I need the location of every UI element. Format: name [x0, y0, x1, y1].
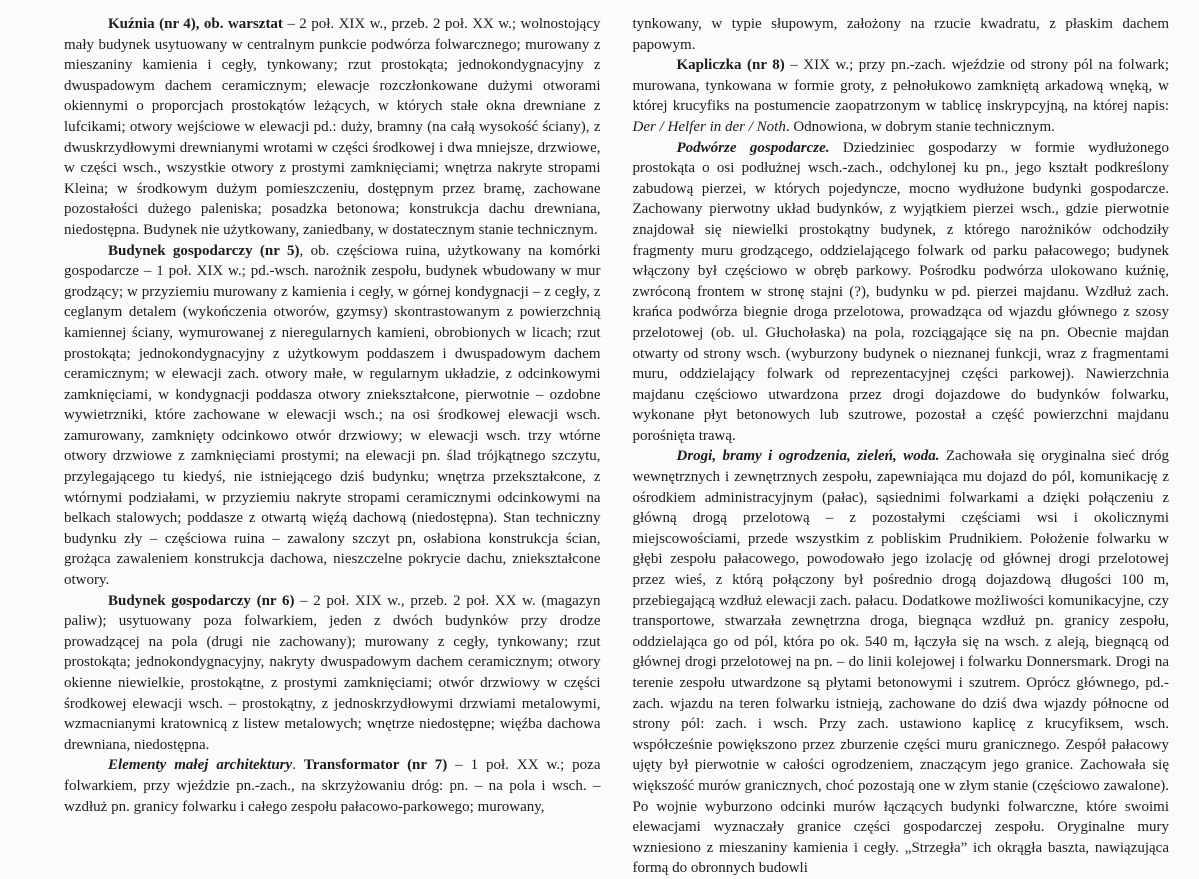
- heading-budynek-5: Budynek gospodarczy (nr 5): [108, 242, 300, 259]
- inscription-text: Der / Helfer in der / Noth: [632, 118, 786, 135]
- paragraph-budynek-6: [64, 591, 601, 756]
- heading-transformator: Transformator (nr 7): [303, 757, 448, 774]
- right-column: [632, 14, 1170, 877]
- left-column: [64, 14, 601, 848]
- paragraph-kuznia: [64, 14, 601, 241]
- heading-kuznia: Kuźnia (nr 4), ob. warsztat: [108, 16, 283, 32]
- paragraph-mala-architektura: Elementy małej architektury. Transformator (nr 7) – 1 poł. XX w.; poza folwarkiem, przy wjeździe pn.-zach., na skrzyżowaniu dróg: pn. – na pola i wsch. – wzdłuż pn. granicy folwarku i całego zespołu pałacowo-parkowego; murowany,: [64, 757, 601, 815]
- text-transformator: – 1 poł. XX w.; poza folwarkiem, przy wjeździe pn.-zach., na skrzyżowaniu dróg: pn. – na pola i wsch. – wzdłuż pn. granicy folwarku i całego zespołu pałacowo-parkowego; murowany,: [64, 757, 601, 815]
- text-budynek-5: , ob. częściowa ruina, użytkowany na komórki gospodarcze – 1 poł. XIX w.; pd.-wsch. narożnik zespołu, budynek wbudowany w mur grodzący; w przyziemiu murowany z kamienia i cegły, w górnej kondygnacji – z cegły, z ceglanym detalem (wykończenia otworów, gzymsy) skontrastowanym z powierzchnią kamiennej ściany, wymurowanej z nieregularnych kamieni, obrobionych w licach; rzut prostokąta; jednokondygnacyjny z użytkowym poddaszem i dwuspadowym dachem ceramicznym; w elewacji zach. otwory małe, w regularnym układzie, z odcinkowymi zamknięciami, w kondygnacji poddasza otwory zniekształcone, pierwotnie – ozdobne wywietrzniki, które zachowane w elewacji wsch.; na osi środkowej elewacji wsch. zamurowany, zamknięty odcinkowo otwór drzwiowy; w elewacji wsch. trzy wtórne otwory drzwiowe z zamknięciami prostymi; na elewacji pn. ślad trójkątnego szczytu, przylegającego tu kiedyś, nie istniejącego dziś budynku; wnętrza przekształcone, z wtórnymi podziałami, w przyziemiu nakryte stropami ceramicznymi odcinkowymi na belkach stalowych; poddasze z otwartą więźą dachową (niedostępna). Stan techniczny budynku zły – częściowa ruina – zawalony szczyt pn, osłabiona konstrukcja ścian, grożąca zawaleniem konstrukcja dachowa, nieszczelne pokrycie dachu, zniekształcone otwory.: [64, 242, 601, 589]
- heading-podworze: Podwórze gospodarcze.: [676, 139, 830, 156]
- heading-budynek-6: Budynek gospodarczy (nr 6): [108, 592, 295, 609]
- text-kapliczka-end: . Odnowiona, w dobrym stanie technicznym.: [785, 118, 1055, 135]
- heading-kapliczka: Kapliczka (nr 8): [676, 57, 785, 74]
- text-podworze: Dziedziniec gospodarzy w formie wydłużonego prostokąta o osi podłużnej wsch.-zach., odchylonej ku pn., jego kształt podkreślony zabudową pierzei, w których pojedyncze, mocno wydłużone budynki gospodarcze. Zachowany pierwotny układ budynków, z wyjątkiem pierzei wsch., gdzie pierwotnie znajdował się niewielki prostokątny budynek, z którego narożników odchodziły fragmenty muru grodzącego, oddzielającego folwark od parku pałacowego; budynek włączony był częściowo w obręb parkowy. Pośrodku podwórza ulokowano kuźnię, zwróconą frontem w stronę stajni (?), budynku w pd. pierzei majdanu. Wzdłuż zach. krańca podwórza biegnie droga przelotowa, prowadząca od wjazdu głównego z szosy przelotowej (ob. ul. Głuchołaska) na pola, rozciągające się na pn. Obecnie majdan otwarty od strony wsch. (wyburzony budynek o nieznanej funkcji, wraz z fragmentami muru, oddzielający folwark od reprezentacyjnej części parkowej). Nawierzchnia majdanu częściowo utwardzona przez drogi dojazdowe do budynków folwarku, wykonane płyt betonowych lub szutrowe, pozostał a część powierzchni majdanu porośnięta trawą.: [632, 139, 1169, 444]
- text-budynek-6: – 2 poł. XIX w., przeb. 2 poł. XX w. (magazyn paliw); usytuowany poza folwarkiem, jeden z dwóch budynków przy drodze prowadzącej na pola (drugi nie zachowany); murowany z cegły, tynkowany; rzut prostokąta; jednokondygnacyjny, nakryty dwuspadowym dachem ceramicznym; otwory okienne niewielkie, prostokątne, z prostymi zamknięciami; otwór drzwiowy w części środkowej elewacji wsch. – prostokątny, z jednoskrzydłowymi drzwiami metalowymi, wzmacnianymi kratownicą z listew metalowych; wnętrze niedostępne; więźba dachowa drewniana, niedostępna.: [64, 592, 601, 753]
- paragraph-drogi: [633, 446, 1170, 878]
- paragraph-transformator-cont: [633, 14, 1170, 55]
- text-kapliczka: – XIX w.; przy pn.-zach. wjeździe od strony pól na folwark; murowana, tynkowana w formie groty, z pełnołukowo zamkniętą arkadową wnęką, w której krucyfiks na postumencie zaopatrzonym w tablicę inskrypcyjną, na której napis:: [632, 57, 1169, 115]
- text-transformator-cont: tynkowany, w typie słupowym, założony na rzucie kwadratu, z płaskim dachem papowym.: [632, 16, 1169, 53]
- text-drogi: Zachowała się oryginalna sieć dróg wewnętrznych i zewnętrznych zespołu, zapewniająca mu dojazd do pól, komunikację z ośrodkiem administracyjnym (pałac), sąsiednimi folwarkami a dzięki połączeniu z główną drogą przelotową – z pozostałymi częściami wsi i okolicznymi miejscowościami, przede wszystkim z pobliskim Prudnikiem. Położenie folwarku w głębi zespołu pałacowego, powodowało jego izolację od głównej drogi przelotowej przez wieś, z którą połączony był pośrednio drogą dojazdową długości 100 m, przebiegającą wzdłuż elewacji zach. pałacu. Dodatkowe możliwości komunikacyjne, czy transportowe, stwarzała zewnętrzna droga, biegnąca wzdłuż pn. granicy zespołu, oddzielająca go od pól, która po ok. 540 m, łączyła się na wsch. z aleją, biegnącą od głównej drogi przelotowej na pn. – do linii kolejowej i folwarku Donnersmark. Drogi na terenie zespołu utwardzone są płytami betonowymi i szutrem. Oprócz głównego, pd.-zach. wjazdu na teren folwarku istnieją, zachowane do dziś dwa wjazdy północne od strony pól: zach. i wsch. Przy zach. ustawiono kaplicę z krucyfiksem, wsch. współcześnie powiększono przez zburzenie części muru granicznego. Zespół pałacowy ujęty był pierwotnie w całości ogrodzeniem, znaczącym jego granice. Zachowała się większość murów granicznych, choć pozostają one w złym stanie (częściowo zawalone). Po wojnie wyburzono odcinki murów łączących budynki folwarczne, które swoimi elewacjami wyznaczały granice części gospodarczej zespołu. Oryginalne mury wzniesiono z mieszaniny kamienia i cegły. „Strzegła” ich okrągła baszta, nawiązująca formą do obronnych budowli: [632, 448, 1169, 877]
- paragraph-kapliczka: [633, 55, 1170, 137]
- paragraph-budynek-5: [64, 241, 601, 591]
- text-kuznia: – 2 poł. XIX w., przeb. 2 poł. XX w.; wolnostojący mały budynek usytuowany w centralnym punkcie podwórza folwarcznego; murowany z mieszaniny kamienia i cegły, tynkowany; rzut prostokąta; jednokondygnacyjny z dwuspadowym dachem ceramicznym; elewacje rozczłonkowane dużymi otworami okiennymi o proporcjach prostokątów leżących, w których stałe okna drewniane z lufcikami; otwory wejściowe w elewacji pd.: duży, bramny (na całą wysokość ściany), z dwuskrzydłowymi drewnianymi wrotami w części środkowej i dwa mniejsze, drzwiowe, w części wsch., wszystkie otwory z prostymi zamknięciami; wnętrza nakryte stropami Kleina; w środkowym dużym pomieszczeniu, dostępnym przez bramę, zachowane pozostałości dużego paleniska; posadzka betonowa; konstrukcja dachu drewniana, niedostępna. Budynek nie użytkowany, zaniedbany, w dostatecznym stanie technicznym.: [64, 16, 601, 238]
- paragraph-podworze: [633, 138, 1170, 447]
- heading-drogi: Drogi, bramy i ogrodzenia, zieleń, woda.: [676, 448, 940, 465]
- heading-mala-architektura: Elementy małej architektury: [108, 757, 293, 774]
